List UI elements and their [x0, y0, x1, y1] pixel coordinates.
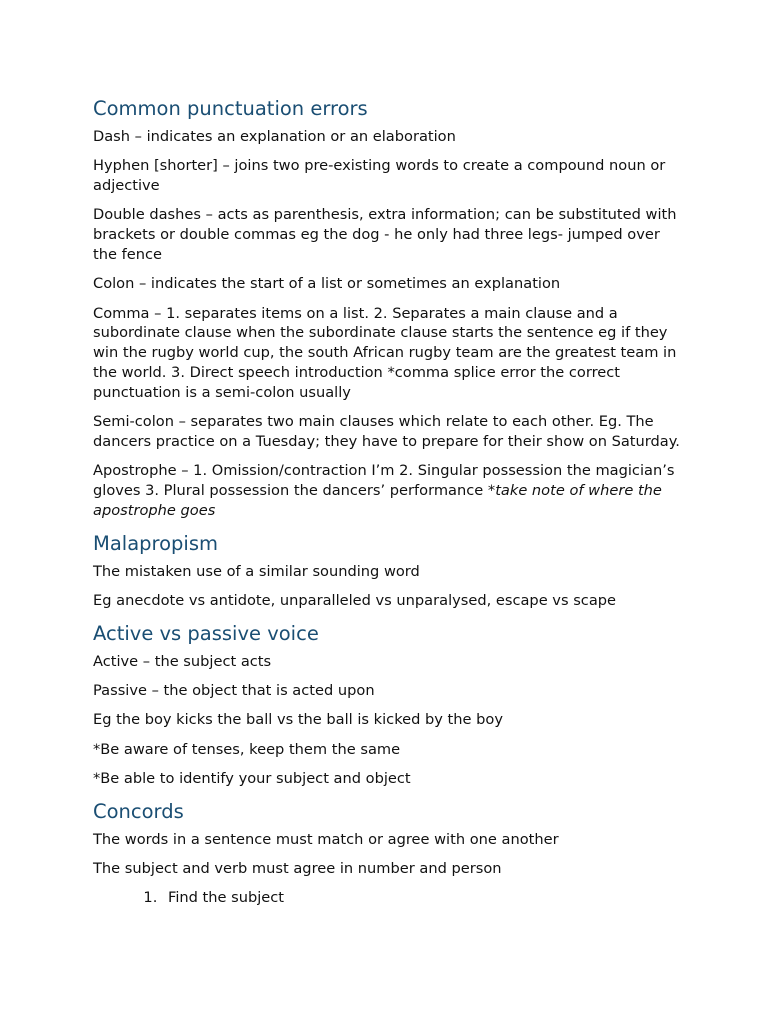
section-heading-voice: Active vs passive voice — [93, 621, 319, 645]
paragraph-subject-object-note: *Be able to identify your subject and object — [93, 769, 411, 787]
apostrophe-note: take note of where the apostrophe goes — [93, 481, 662, 519]
section-heading-malapropism: Malapropism — [93, 531, 218, 555]
paragraph-voice-example: Eg the boy kicks the ball vs the ball is kicked by the boy — [93, 711, 503, 729]
paragraph-comma: Comma – 1. separates items on a list. 2. Separates a main clause and a subordinate clause when the subordinate clause starts the sentence eg if they win the rugby world cup, the south African rugby team are the greatest team in the world. 3. Direct speech introduction *comma splice error the correct punctuation is a semi-colon usually — [93, 304, 677, 401]
paragraph-malapropism-definition: The mistaken use of a similar sounding word — [93, 562, 420, 580]
list-item: 1. Find the subject — [162, 888, 683, 908]
apostrophe-text: Apostrophe – 1. Omission/contraction I’m 2. Singular possession the magician’s gloves 3. Plural possession the dancers’ performance * — [93, 462, 675, 499]
paragraph-double-dashes: Double dashes – acts as parenthesis, extra information; can be substituted with brackets or double commas eg the dog - he only had three legs- jumped over the fence — [93, 206, 677, 263]
section-heading-punctuation: Common punctuation errors — [93, 97, 368, 120]
paragraph-apostrophe — [93, 461, 683, 520]
section-heading-concords: Concords — [93, 799, 184, 823]
paragraph-concords-definition: The words in a sentence must match or agree with one another — [93, 830, 559, 848]
paragraph-hyphen: Hyphen [shorter] – joins two pre-existing words to create a compound noun or adjective — [93, 157, 666, 195]
concords-steps-list — [93, 888, 683, 908]
paragraph-dash: Dash – indicates an explanation or an elaboration — [93, 128, 456, 145]
paragraph-malapropism-examples: Eg anecdote vs antidote, unparalleled vs unparalysed, escape vs scape — [93, 591, 617, 609]
paragraph-subject-verb: The subject and verb must agree in number and person — [93, 859, 502, 877]
paragraph-colon: Colon – indicates the start of a list or sometimes an explanation — [93, 275, 561, 293]
paragraph-semicolon: Semi-colon – separates two main clauses which relate to each other. Eg. The dancers practice on a Tuesday; they have to prepare for their show on Saturday. — [93, 413, 680, 450]
paragraph-passive: Passive – the object that is acted upon — [93, 681, 375, 699]
paragraph-active: Active – the subject acts — [93, 652, 272, 670]
document-page — [93, 96, 683, 908]
paragraph-tenses-note: *Be aware of tenses, keep them the same — [93, 740, 401, 758]
